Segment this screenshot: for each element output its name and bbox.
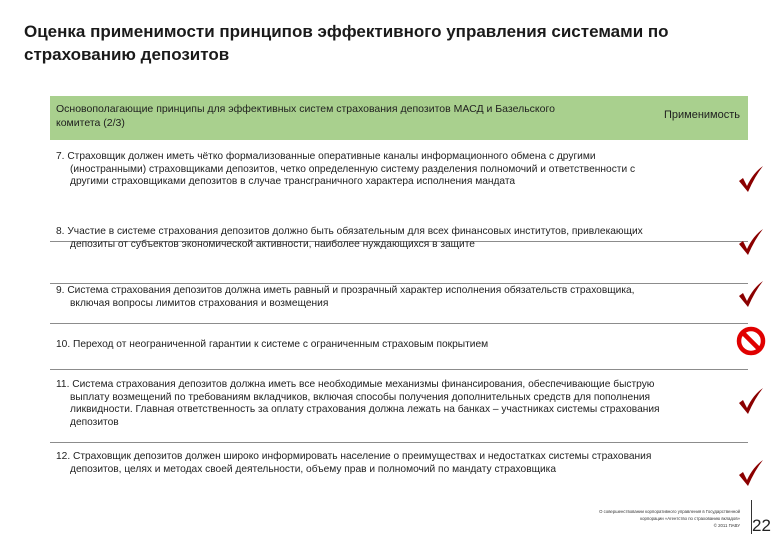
footer-line: О совершенствовании корпоративного управления в Государственной (599, 509, 740, 514)
table-row (50, 323, 748, 370)
principle-text: 9. Система страхования депозитов должна иметь равный и прозрачный характер исполнения обязательств страховщика, включая вопросы лимитов страхования и возмещения (56, 285, 635, 309)
footer-note (540, 508, 740, 529)
principle-text: 7. Страховщик должен иметь чётко формализованные оперативные каналы информационного обмена с другими (иностранными) страховщиками депозитов, четко определенную систему разделения полномочий и ответственности с другими страховщиками депозитов в случае трансграничного характера исполнения мандата (56, 151, 636, 188)
table-row (50, 369, 748, 443)
principle-text: 8. Участие в системе страхования депозитов должно быть обязательным для всех финансовых институтов, привлекающих депозиты от субъектов экономической активности, наиболее нуждающихся в защите (56, 226, 643, 250)
prohibited-icon (736, 326, 766, 356)
table-row (50, 442, 748, 497)
table-header (50, 96, 748, 140)
table-row (50, 226, 748, 284)
principles-column-header: Основополагающие принципы для эффективных систем страхования депозитов МАСД и Базельского комитета (2/3) (56, 103, 555, 129)
footer-line: корпорации «Агентство по страхованию вкладов» (640, 516, 740, 521)
principle-text: 12. Страховщик депозитов должен широко информировать население о преимуществах и недостатках системы страхования депозитов, целях и методах своей деятельности, объему прав и полномочий по мандату страховщика (56, 451, 652, 475)
principle-text: 11. Система страхования депозитов должна иметь все необходимые механизмы финансирования, обеспечивающие быструю выплату возмещений по требованиям вкладчиков, включая способы получения дополнительных средств для пополнения ликвидности. Главная ответственность за оплату страхования должна лежать на банках – участниках системы страхования депозитов (56, 379, 660, 428)
footer-copyright: © 2011 ПАВУ (713, 523, 740, 528)
check-icon (736, 227, 766, 257)
check-icon (736, 164, 766, 194)
page-title: Оценка применимости принципов эффективного управления системами по страхованию депозитов (24, 22, 669, 64)
table-row (50, 283, 748, 324)
check-icon (736, 279, 766, 309)
page-number: 22 (752, 516, 771, 535)
principle-text: 10. Переход от неограниченной гарантии к системе с ограниченным страховым покрытием (56, 339, 489, 350)
check-icon (736, 386, 766, 416)
applicability-column-header: Применимость (663, 109, 740, 121)
check-icon (736, 458, 766, 488)
